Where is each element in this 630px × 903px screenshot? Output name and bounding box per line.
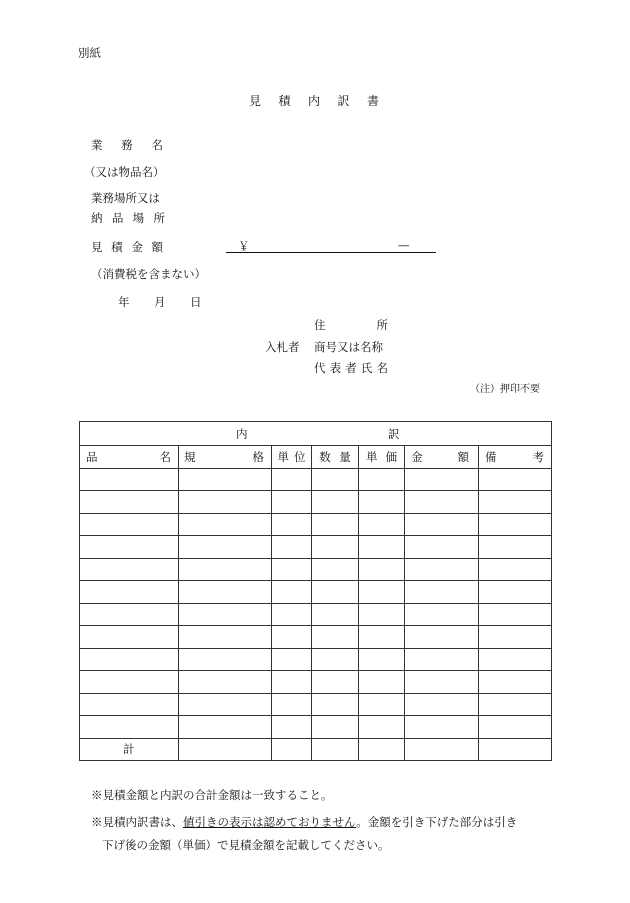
table-row [80,626,552,649]
table-header-row [80,446,552,469]
table-cell[interactable] [359,648,405,671]
table-row [80,581,552,604]
header-item-name: 品 名 [80,446,179,469]
table-cell[interactable] [179,648,272,671]
table-body [80,468,552,738]
table-cell[interactable] [272,693,312,716]
header-quantity: 数 量 [312,446,359,469]
table-cell[interactable] [405,536,479,559]
seal-note: （注）押印不要 [470,384,540,395]
bidder-role-label: 入札者 [265,340,300,354]
representative-label: 代 表 者 氏 名 [314,361,388,375]
header-remarks: 備 考 [479,446,552,469]
table-cell[interactable] [312,716,359,739]
note-1: ※見積金額と内訳の合計金額は一致すること。 [91,788,333,802]
table-cell[interactable] [312,626,359,649]
table-cell[interactable] [179,581,272,604]
table-cell[interactable] [479,693,552,716]
table-cell[interactable] [179,468,272,491]
table-cell[interactable] [80,648,179,671]
table-cell[interactable] [272,513,312,536]
table-total-row [80,738,552,761]
table-cell[interactable] [405,513,479,536]
header-unit-price: 単 価 [359,446,405,469]
table-cell[interactable] [479,716,552,739]
table-cell[interactable] [272,536,312,559]
table-cell[interactable] [80,558,179,581]
table-cell[interactable] [479,558,552,581]
table-cell[interactable] [272,558,312,581]
table-cell[interactable] [179,603,272,626]
table-cell[interactable] [359,536,405,559]
job-name-label: 業 務 名 [91,138,163,152]
tax-note: （消費税を含まない） [91,267,206,281]
table-cell[interactable] [405,558,479,581]
table-cell[interactable] [359,738,405,761]
document-title: 見 積 内 訳 書 [249,94,379,108]
table-cell[interactable] [405,626,479,649]
table-row [80,693,552,716]
header-unit: 単 位 [272,446,312,469]
date-day-label: 日 [190,295,202,309]
header-amount: 金 額 [405,446,479,469]
company-label: 商号又は名称 [314,340,383,354]
table-cell[interactable] [80,626,179,649]
table-cell[interactable] [272,468,312,491]
table-cell[interactable] [179,738,272,761]
table-cell[interactable] [312,738,359,761]
table-cell[interactable] [179,693,272,716]
table-cell[interactable] [405,648,479,671]
table-row [80,648,552,671]
address-label: 住 所 [314,318,388,332]
table-cell[interactable] [479,603,552,626]
table-cell[interactable] [312,693,359,716]
table-row [80,491,552,514]
table-cell[interactable] [359,671,405,694]
table-title-left: 内 [236,426,248,441]
amount-field[interactable] [226,252,436,253]
table-cell[interactable] [312,603,359,626]
table-cell[interactable] [359,603,405,626]
note-2-line2: 下げ後の金額（単価）で見積金額を記載してください。 [102,838,390,852]
yen-mark: ￥ [238,239,250,253]
table-cell[interactable] [80,581,179,604]
table-cell[interactable] [405,581,479,604]
attachment-label: 別紙 [78,46,101,60]
total-label-cell [80,738,179,761]
table-cell[interactable] [479,671,552,694]
table-cell[interactable] [405,738,479,761]
note-2-underlined: 値引きの表示は認めておりません [183,815,357,829]
table-cell[interactable] [359,626,405,649]
table-row [80,716,552,739]
total-label: 計 [123,742,135,757]
table-row [80,513,552,536]
table-cell[interactable] [272,626,312,649]
table-cell[interactable] [80,513,179,536]
table-cell[interactable] [405,693,479,716]
header-spec: 規 格 [179,446,272,469]
breakdown-table [79,421,552,761]
table-cell[interactable] [179,716,272,739]
table-cell[interactable] [479,513,552,536]
table-cell[interactable] [179,491,272,514]
dash-mark: — [398,238,410,252]
location-label-line2: 納 品 場 所 [91,211,165,225]
table-cell[interactable] [359,716,405,739]
table-cell[interactable] [405,671,479,694]
table-cell[interactable] [179,536,272,559]
date-year-label: 年 [118,295,130,309]
table-cell[interactable] [359,468,405,491]
table-cell[interactable] [479,468,552,491]
table-cell[interactable] [479,536,552,559]
table-cell[interactable] [312,513,359,536]
note-2: ※見積内訳書は、値引きの表示は認めておりません。金額を引き下げた部分は引き [91,815,518,829]
table-cell[interactable] [179,671,272,694]
table-cell[interactable] [359,693,405,716]
table-cell[interactable] [479,491,552,514]
table-title-row [80,422,552,446]
table-cell[interactable] [312,581,359,604]
table-cell[interactable] [312,491,359,514]
table-cell[interactable] [405,468,479,491]
table-cell[interactable] [179,626,272,649]
table-cell[interactable] [80,693,179,716]
table-cell[interactable] [405,491,479,514]
table-cell[interactable] [179,558,272,581]
table-row [80,558,552,581]
table-cell[interactable] [272,648,312,671]
table-cell[interactable] [359,558,405,581]
table-cell[interactable] [479,581,552,604]
table-row [80,536,552,559]
table-cell[interactable] [359,491,405,514]
table-cell[interactable] [272,716,312,739]
table-cell[interactable] [272,491,312,514]
table-cell[interactable] [80,468,179,491]
table-cell[interactable] [479,626,552,649]
table-cell[interactable] [312,558,359,581]
table-cell[interactable] [272,671,312,694]
table-cell[interactable] [272,738,312,761]
table-cell[interactable] [359,581,405,604]
table-cell[interactable] [312,648,359,671]
table-cell[interactable] [479,738,552,761]
table-cell[interactable] [80,716,179,739]
table-cell[interactable] [312,536,359,559]
table-cell[interactable] [80,491,179,514]
table-cell[interactable] [479,648,552,671]
table-cell[interactable] [312,671,359,694]
table-row [80,603,552,626]
amount-label: 見 積 金 額 [91,240,163,254]
table-cell[interactable] [80,671,179,694]
table-cell[interactable] [179,513,272,536]
table-cell[interactable] [272,603,312,626]
table-cell[interactable] [359,513,405,536]
job-name-alt-label: （又は物品名） [84,165,165,179]
table-cell[interactable] [405,603,479,626]
table-row [80,468,552,491]
table-cell[interactable] [405,716,479,739]
table-title-right: 訳 [388,426,400,441]
table-cell[interactable] [80,603,179,626]
table-cell[interactable] [312,468,359,491]
table-cell[interactable] [80,536,179,559]
location-label-line1: 業務場所又は [91,191,160,205]
table-cell[interactable] [272,581,312,604]
date-month-label: 月 [154,295,166,309]
table-row [80,671,552,694]
